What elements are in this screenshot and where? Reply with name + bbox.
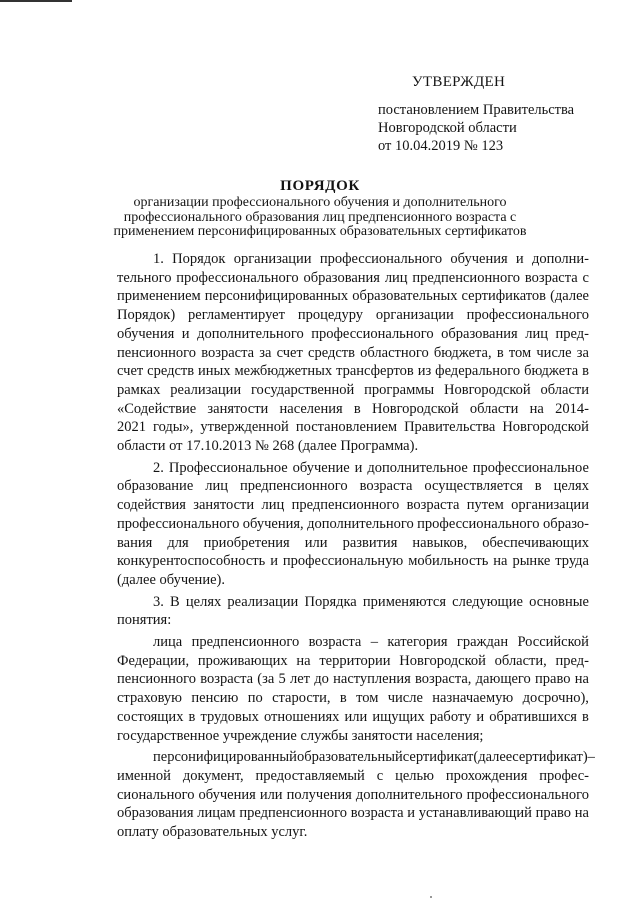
paragraph-2-line: конкурентоспособность и профессиональную мобильность на рынке труда <box>117 553 589 570</box>
paragraph-4-line: лица предпенсионного возраста – категория граждан Российской <box>153 634 589 651</box>
paragraph-2-line: вания для приобретения или развития навыков, обеспечивающих <box>117 534 589 551</box>
document-subtitle <box>0 196 640 240</box>
paragraph-1-line: Порядок) регламентирует процедуру организации профессионального <box>117 307 589 324</box>
paragraph-1-line: 1. Порядок организации профессионального обучения и дополни- <box>153 251 589 267</box>
subtitle-line: организации профессионального обучения и дополнительного <box>133 195 507 210</box>
paragraph-1-line: счет средств иных межбюджетных трансфертов из федерального бюджета в <box>117 363 589 380</box>
paragraph-4-line: пенсионного возраста (за 5 лет до наступления возраста, дающего право на <box>117 671 589 688</box>
paragraph-2-line: содействия занятости лиц предпенсионного возраста путем организации <box>117 497 589 514</box>
paragraph-5-line: именной документ, предоставляемый с целью прохождения профес- <box>117 767 589 784</box>
paragraph-1-line: тельного профессионального образования лиц предпенсионного возраста с <box>117 269 589 286</box>
paragraph-3-line: 3. В целях реализации Порядка применяются следующие основные <box>153 593 589 610</box>
paragraph-5-line: оплату образовательных услуг. <box>117 824 308 841</box>
paragraph-1-line: «Содействие занятости населения в Новгородской области на 2014- <box>117 400 589 417</box>
paragraph-1-line: применением персонифицированных образовательных сертификатов (далее <box>117 288 589 305</box>
paragraph-5-line: образования лицам предпенсионного возраста и устанавливающий право на <box>117 805 589 822</box>
paragraph-4-line: страховую пенсию по старости, в том числе назначаемую досрочно), <box>117 690 589 707</box>
subtitle-line: профессионального образования лиц предпенсионного возраста с <box>123 209 517 225</box>
document-title: ПОРЯДОК <box>280 178 360 194</box>
paragraph-1-line: пенсионного возраста за счет средств областного бюджета, в том числе за <box>117 344 589 361</box>
approval-block <box>378 101 574 155</box>
paragraph-1-line: 2021 годы», утвержденной постановлением Правительства Новгородской <box>117 419 589 436</box>
document-body <box>117 250 595 842</box>
paragraph-2-line: профессионального обучения, дополнительного профессионального образо- <box>117 515 589 532</box>
top-rule <box>0 0 72 2</box>
paragraph-2-line: 2. Профессиональное обучение и дополнительное профессиональное <box>153 459 589 476</box>
approval-line: постановлением Правительства <box>378 102 575 118</box>
paragraph-1-line: обучения и дополнительного профессионального образования лиц пред- <box>117 325 589 342</box>
paragraph-2-line: образование лиц предпенсионного возраста осуществляется в целях <box>117 478 589 495</box>
paragraph-4-line: государственное учреждение службы занятости населения; <box>117 727 484 744</box>
paragraph-3-line: понятия: <box>117 612 172 629</box>
paragraph-2-line: (далее обучение). <box>117 571 225 588</box>
paragraph-5-line: персонифицированный образовательный сертификат (далее сертификат) – <box>153 749 595 766</box>
paragraph-1-line: рамках реализации государственной программы Новгородской области <box>117 381 589 398</box>
subtitle-line: применением персонифицированных образовательных сертификатов <box>113 224 527 239</box>
paragraph-4-line: состоящих в трудовых отношениях или ищущих работу и обратившихся в <box>117 708 589 725</box>
approval-date-line: от 10.04.2019 № 123 <box>378 138 504 154</box>
approval-line: Новгородской области <box>378 120 517 136</box>
scan-speck <box>430 896 432 898</box>
paragraph-5-line: сионального обучения или получения дополнительного профессионального <box>117 786 589 803</box>
paragraph-1-line: области от 17.10.2013 № 268 (далее Программа). <box>117 438 419 455</box>
approval-heading: УТВЕРЖДЕН <box>412 74 506 90</box>
paragraph-4-line: Федерации, проживающих на территории Новгородской области, пред- <box>117 652 589 669</box>
